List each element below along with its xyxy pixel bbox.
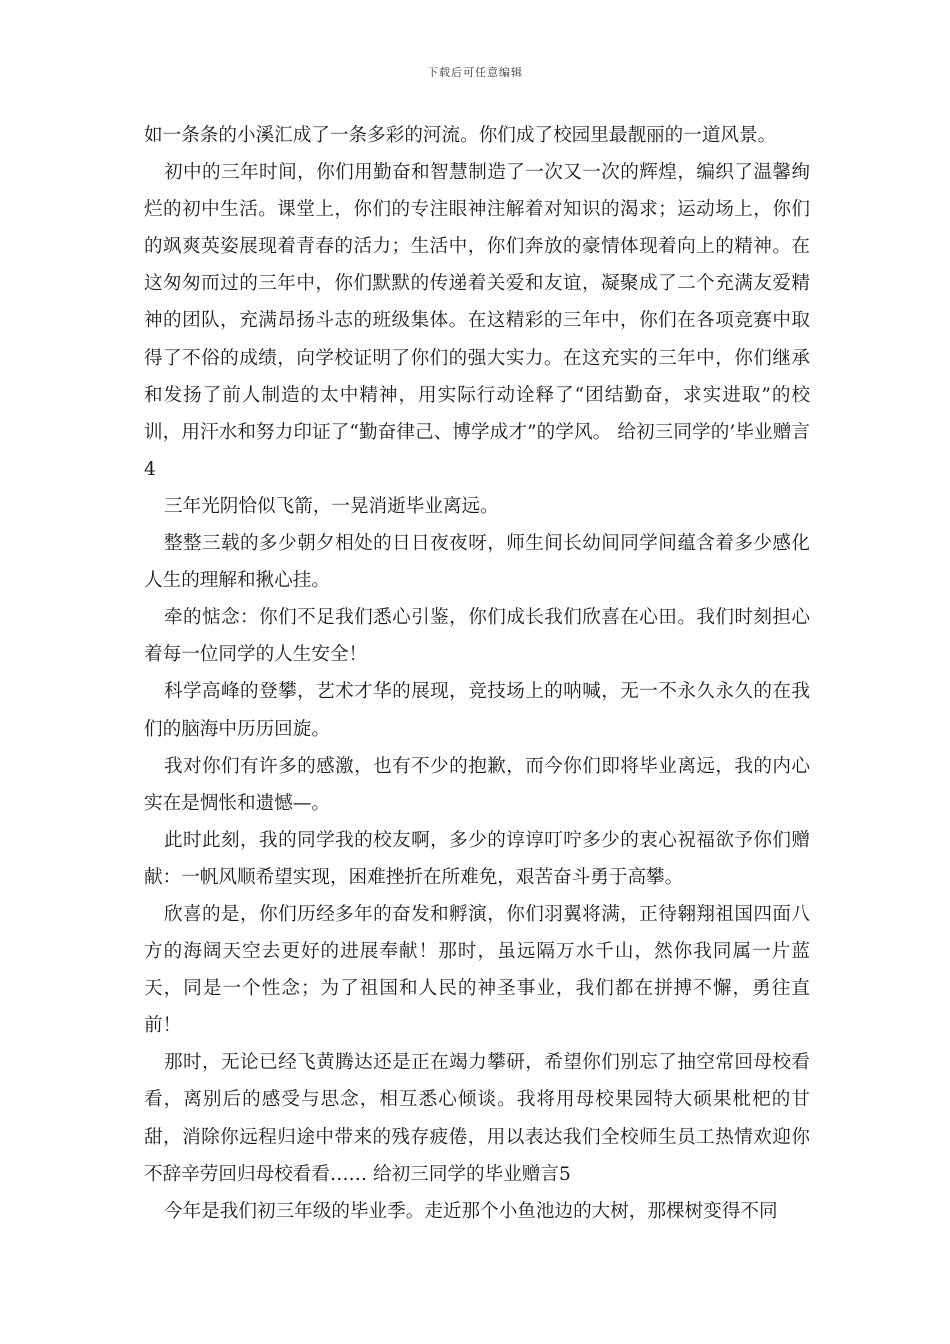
document-body: [144, 117, 810, 1230]
paragraph: 我对你们有许多的感激，也有不少的抱歉，而今你们即将毕业离远，我的内心实在是惆怅和遗憾—。: [144, 755, 810, 814]
page-header: 下载后可任意编辑: [427, 66, 523, 79]
paragraph: 初中的三年时间，你们用勤奋和智慧制造了一次又一次的辉煌，编织了温馨绚烂的初中生活。课堂上，你们的专注眼神注解着对知识的渴求；运动场上，你们的飒爽英姿展现着青春的活力；生活中，你们奔放的豪情体现着向上的精神。在这匆匆而过的三年中，你们默默的传递着关爱和友谊，凝聚成了二个充满友爱精神的团队，充满昂扬斗志的班级集体。在这精彩的三年中，你们在各项竞赛中取得了不俗的成绩，向学校证明了你们的强大实力。在这充实的三年中，你们继承和发扬了前人制造的太中精神，用实际行动诠释了“团结勤奋，求实进取”的校训，用汗水和努力印证了“勤奋律己、博学成才”的学风。 给初三同学的’毕业赠言4: [144, 162, 810, 480]
paragraph: 如一条条的小溪汇成了一条多彩的河流。你们成了校园里最靓丽的一道风景。: [144, 125, 777, 146]
paragraph: 三年光阴恰似飞箭，一晃消逝毕业离远。: [164, 495, 499, 517]
paragraph: 科学高峰的登攀，艺术才华的展现，竞技场上的呐喊，无一不永久永久的在我们的脑海中历历回旋。: [144, 681, 810, 740]
paragraph: 欣喜的是，你们历经多年的奋发和孵演，你们羽翼将满，正待翱翔祖国四面八方的海阔天空去更好的进展奉献！那时，虽远隔万水千山，然你我同属一片蓝天，同是一个性念；为了祖国和人民的神圣事业，我们都在拼搏不懈，勇往直前！: [144, 903, 810, 1037]
paragraph: 此时此刻，我的同学我的校友啊，多少的谆谆叮咛多少的衷心祝福欲予你们赠献：一帆风顺希望实现，困难挫折在所难免，艰苦奋斗勇于高攀。: [144, 829, 810, 888]
paragraph: 整整三载的多少朝夕相处的日日夜夜呀，师生间长幼间同学间蕴含着多少感化人生的理解和揪心挂。: [144, 533, 810, 592]
paragraph: 牵的惦念：你们不足我们悉心引鉴，你们成长我们欣喜在心田。我们时刻担心着每一位同学的人生安全！: [144, 607, 810, 666]
paragraph: 那时，无论已经飞黄腾达还是正在竭力攀研，希望你们别忘了抽空常回母校看看，离别后的感受与思念，相互悉心倾谈。我将用母校果园特大硕果枇杷的甘甜，消除你远程归途中带来的残存疲倦，用以表达我们全校师生员工热情欢迎你不辞辛劳回归母校看看…… 给初三同学的毕业赠言5: [144, 1052, 810, 1185]
paragraph: 今年是我们初三年级的毕业季。走近那个小鱼池边的大树，那棵树变得不同: [164, 1200, 778, 1222]
